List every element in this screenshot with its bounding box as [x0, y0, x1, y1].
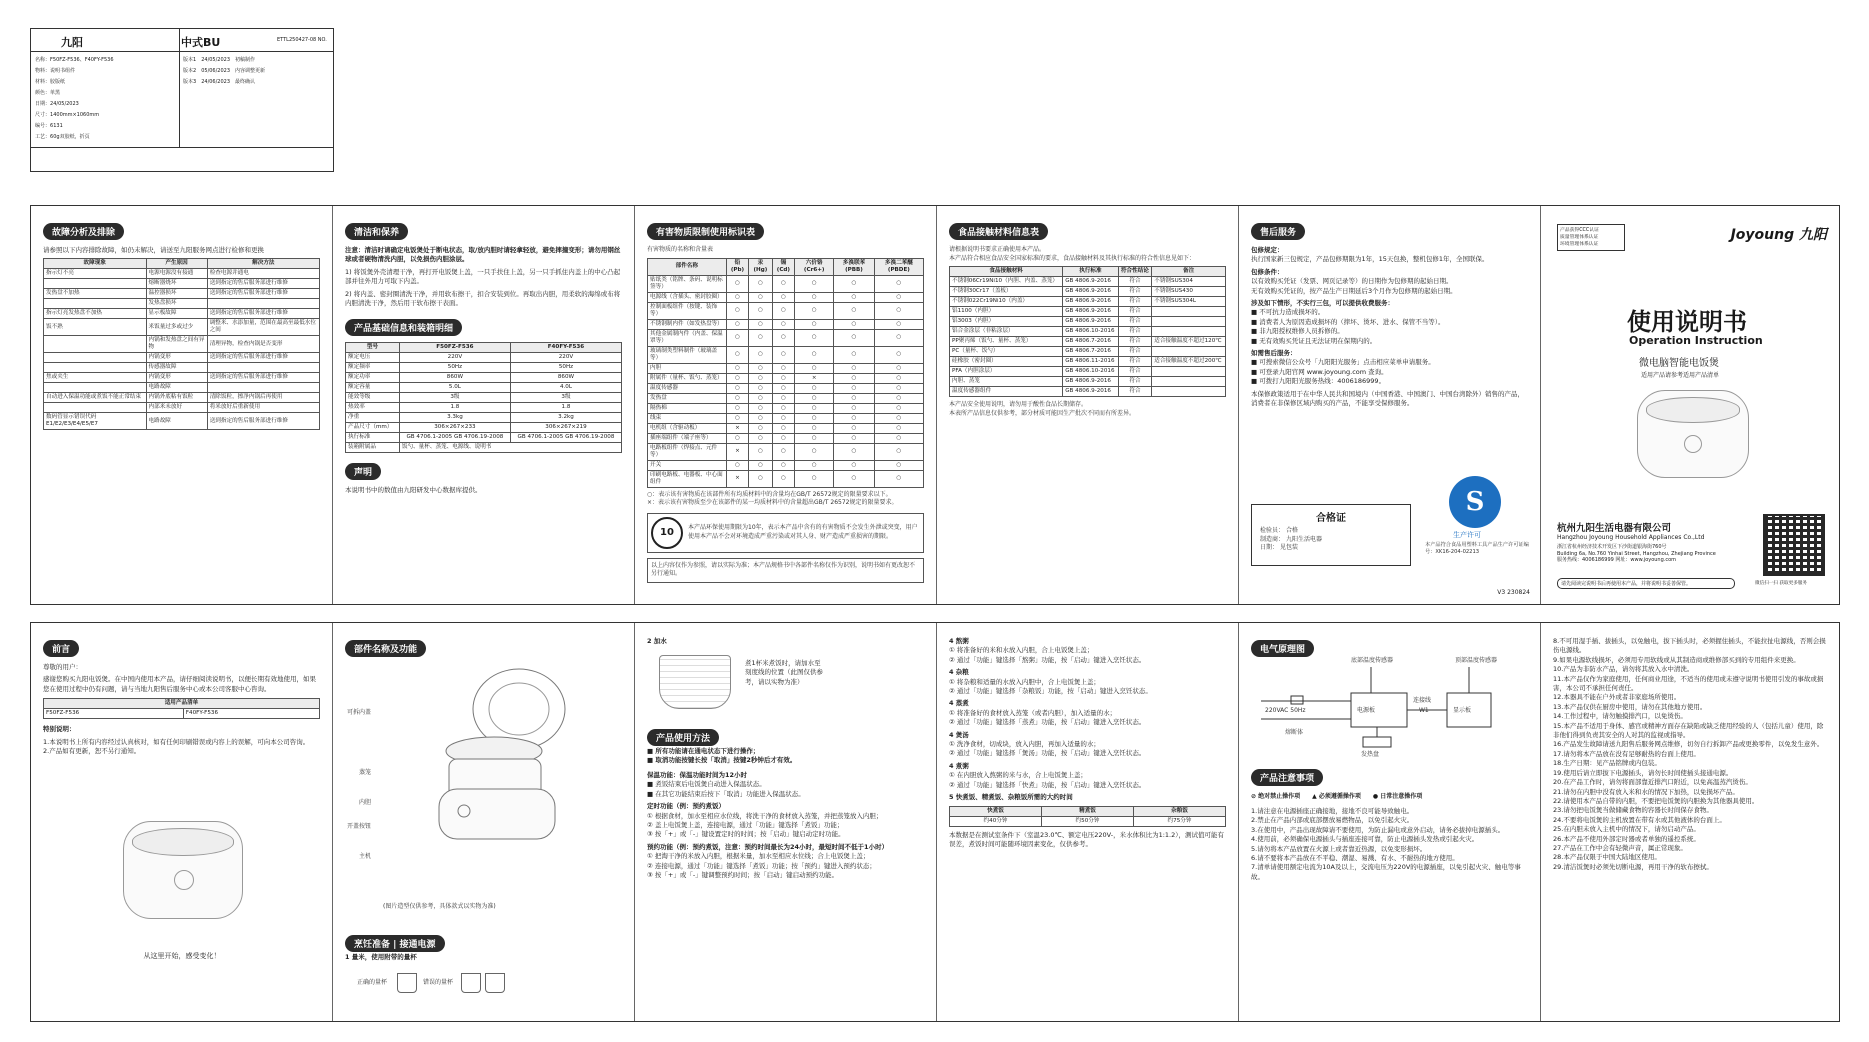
- table-row: 不锈钢06Cr19Ni10（内胆、内盖、蒸笼） GB 4806.9-2016 符合 不锈钢SUS304: [950, 277, 1226, 287]
- table-row: 执行标准 GB 4706.1-2005 GB 4706.19-2008 GB 4706.1-2005 GB 4706.19-2008: [346, 433, 622, 443]
- hazard-panel: [635, 206, 937, 604]
- table-row: 能效等级 3级 3级: [346, 393, 622, 403]
- part-label: 内胆: [359, 799, 372, 806]
- certificate-title: 合格证: [1316, 513, 1346, 524]
- preface-greeting: 尊敬的用户：: [43, 663, 82, 671]
- function-section: 4 蒸煮 ① 将准备好的食材放入蒸笼（或者内胆），加入适量的水； ② 通过「功能」键选择「蒸煮」功能，按「启动」键进入烹饪状态。: [949, 699, 1146, 727]
- after-sales-panel: [1239, 206, 1541, 604]
- part-label: 开盖按钮: [347, 823, 372, 830]
- table-row: 额定电压 220V 220V: [346, 353, 622, 363]
- table-row: 焦或夹生 内锅变形 送到指定的售后服务部进行维修: [44, 373, 320, 383]
- parts-panel: [333, 623, 635, 1021]
- part-label: 可拆内盖: [347, 709, 372, 716]
- product-list-table: 适用产品清单 F50FZ-F536 F40FY-F536: [43, 698, 320, 719]
- usage-op: 保温功能：保温功能时间为12小时 ■ 煮饭结束后电饭煲自动进入保温状态。 ■ 在其它功能结束后按下「取消」功能进入保温状态。: [647, 771, 805, 798]
- troubleshooting-title: 故障分析及排除: [43, 223, 124, 240]
- table-row: 饭不熟 米饭量过多或过少 调整米、水添加量，范围在最高至最低水位之间: [44, 319, 320, 336]
- after-sales-section: 如需售后服务： ■ 可搜索微信公众号「九阳阳光服务」点击相应菜单申请服务。 ■ 可登录九阳官网 www.joyoung.com 查询。 ■ 可拨打九阳阳光服务热线：4006186999。: [1251, 349, 1435, 386]
- table-row: 传感器故障: [44, 363, 320, 373]
- table-row: 发热盘不加热 温控器损坏 送到指定的售后服务部进行维修: [44, 289, 320, 299]
- prep-title: 烹饪准备 | 接通电源: [345, 935, 445, 952]
- table-row: 铝合金涂层（非粘涂层） GB 4806.10-2016 符合: [950, 327, 1226, 337]
- cooker-diagram: [409, 659, 589, 849]
- table-row: 发热盘 ○ ○ ○ ○ ○ ○: [648, 393, 924, 403]
- table-row: 电机组（含驱动板） × ○ ○ ○ ○ ○: [648, 423, 924, 433]
- hazard-notes: ○：表示该有害物质在该部件所有均质材料中的含量均在GB/T 26572规定的限量要求以下。 ×：表示该有害物质至少在该部件的某一均质材料中的含量超出GB/T 26572规定的限量要求。: [647, 490, 898, 507]
- cup-label: 正确的量杯: [357, 979, 388, 986]
- functions-panel: [937, 623, 1239, 1021]
- table-row: 内胆、蒸笼 GB 4806.9-2016 符合: [950, 377, 1226, 387]
- food-contact-title: 食品接触材料信息表: [949, 223, 1048, 240]
- function-section: 4 杂粮 ① 将杂粮和适量的水放入内胆中，合上电饭煲上盖； ② 通过「功能」键选择「杂粮饭」功能，按「启动」键进入烹饪状态。: [949, 668, 1152, 696]
- certificate-field: 制造商： 九阳生活电器: [1260, 535, 1322, 543]
- special-notes: 1.本说明书上所有内容经过认真核对，如有任何印刷错误或内容上的误解，可向本公司咨询。 2.产品如有更新，恕不另行通知。: [43, 737, 310, 756]
- header-row: 物料：说明书组件: [35, 68, 76, 74]
- table-row: 额定频率 50Hz 50Hz: [346, 363, 622, 373]
- circuit-label: 顶部温度传感器: [1455, 657, 1498, 664]
- table-row: 其他金属制内件（内盖、保温罩等） ○ ○ ○ ○ ○ ○: [648, 329, 924, 346]
- hazard-table: 部件名称 铅(Pb) 汞(Hg) 镉(Cd) 六价铬(Cr6+) 多溴联苯(PBB) 多溴二苯醚(PBDE) 贴纸类（铭牌、条码、说明标签等） ○ ○ ○ ○ ○ ○ 电源线（含插头、密封胶圈） ○ ○ ○ ○ ○ ○ 控制面板组件（按键、装饰等） ○ ○ ○ ○ ○ ○ 不锈钢制内件（如发热盘等） ○ ○ ○ ○ ○ ○ 其他金属制内件（内盖、保温罩等） ○ ○ ○ ○ ○ ○ 玻璃制类塑料制件（玻璃盖等） ○ ○ ○ ○ ○ ○ 内胆 ○ ○ ○ ○ ○ ○ 附属件（量杯、饭勺、蒸笼） ○ ○ ○ × ○ ○ 温度传感器 ○ ○ ○ ○ ○ ○ 发热盘 ○ ○ ○ ○ ○ ○ 隔热棉 ○ ○ ○ ○ ○ ○ 线束 ○ ○ ○ ○ ○ ○ 电机组（含驱动板） × ○ ○ ○ ○ ○ 插座端组件（端子座等） ○ ○ ○ ○ ○ ○ 电路板组件（焊接点、元件等） × ○ ○ ○ ○ ○ 开关 ○ ○ ○ ○ ○ ○ 印刷电路板、电器板、中心面组件 × ○ ○ ○ ○ ○: [647, 258, 924, 488]
- header-row: 尺寸：1400mm×1060mm: [35, 112, 100, 118]
- preface-title: 前言: [43, 640, 79, 657]
- usage-ops: [647, 771, 923, 883]
- table-row: 隔热棉 ○ ○ ○ ○ ○ ○: [648, 403, 924, 413]
- qs-mark-text: 本产品符合食品用塑料工具产品生产许可证编号：XK16-204-02213: [1425, 542, 1529, 555]
- food-contact-panel: [937, 206, 1239, 604]
- table-row: 插座端组件（端子座等） ○ ○ ○ ○ ○ ○: [648, 433, 924, 443]
- statement-text: 本说明书中的数值由九阳研发中心数据库提供。: [345, 486, 482, 495]
- table-row: 附属件（量杯、饭勺、蒸笼） ○ ○ ○ × ○ ○: [648, 373, 924, 383]
- cover-panel: [1541, 206, 1841, 604]
- table-row: 内锅变形 送到指定的售后服务部进行维修: [44, 353, 320, 363]
- after-sales-title: 售后服务: [1251, 223, 1305, 240]
- mandatory-icon: ▲ 必须遵循操作项: [1312, 793, 1361, 800]
- cup-icon: [397, 973, 417, 993]
- circuit-label: 电源板: [1357, 707, 1376, 714]
- header-row: 编号：6131: [35, 123, 63, 129]
- more-notices-text: 8.不可用湿手插、拔插头，以免触电，拔下插头时，必须握住插头，不能拉扯电源线，否则会损伤电源线。 9.如果电源软线损坏，必须用专用软线或从其制造商或维修部买到的专用组件来更换。 10.产品为非防水产品，请勿将其放入水中清洗。 11.本产品仅作为家庭使用，任何商业用途，不适当的使用或未遵守说明书使用引发的事故或损害，本公司不承担任何责任。 12.本器具不能在户外或者非家庭场所使用。 13.本产品仅供在厨房中使用，请勿在其他地方使用。 14.工作过程中，请勿触摸排汽口，以免烫伤。 15.本产品不适用于身体、感官或精神方面存在缺陷或缺乏使用经验的人（包括儿童）使用，除非他们得到负责其安全的人对其的监视或指导。 16.产品发生故障请送九阳售后服务网点维修，切勿自行拆卸产品或更换零件，以免发生意外。 17.请勿将本产品放在没有足够耐热的台面上使用。 18.生产日期：见产品铭牌或内包装。 19.使用后请立即拔下电源插头，请勿长时间使插头接通电源。 20.在产品工作时，请勿将面部靠近排汽口附近，以免高温蒸汽烫伤。 21.请勿在内胆中没有放入米和水的情况下加热，以免损坏产品。 22.请使用本产品自带的内胆，不要把电饭煲的内胆换为其他器具使用。 23.请勿把电饭煲当做储藏食物的容器长时间保存食物。 24.不要将电饭煲的主机放置在带有水或其他液体的台面上。 25.在内胆未放入主机中的情况下，请勿启动产品。 26.本产品不使用外部定时器或者单独的遥控系统。 27.产品在工作中会有轻微声音，属正常现象。 28.本产品仅限于中国大陆地区使用。 29.清洁饭煲时必须先切断电源，再用干净的软布擦拭。: [1553, 637, 1826, 871]
- usage-panel: [635, 623, 937, 1021]
- manual-title-en: Operation Instruction: [1629, 334, 1763, 347]
- cleaning-step-1: 1) 将饭煲外壳清理干净，再打开电饭煲上盖，一只手扶住上盖，另一只手抓住内盖上的中心凸起部并往外用力可取下内盖。: [345, 267, 621, 286]
- table-row: 内锅和发热盘之间有异物 清理异物，检查内锅是否变形: [44, 336, 320, 353]
- prep-step-1: 1 量米，使用附带的量杯: [345, 953, 417, 961]
- cleaning-title: 清洁和保养: [345, 223, 408, 240]
- more-notices-panel: [1541, 623, 1841, 1021]
- function-section: 4 熬粥 ① 将准备好的米和水放入内胆，合上电饭煲上盖； ② 通过「功能」键选择「熬粥」功能，按「启动」键进入烹饪状态。: [949, 637, 1146, 664]
- troubleshooting-table: 故障现象 产生原因 解决方法 指示灯不亮 电源电源没有接通 检查电源并通电 熔断器烧坏 送到指定的售后服务部进行维修 发热盘不加热 温控器损坏 送到指定的售后服务部进行维修 发热盘损坏 指示灯亮发热盘不加热 显示板故障 送到指定的售后服务部进行维修 饭不熟 米饭量过多或过少 调整米、水添加量，范围在最高至最低水位之间 内锅和发热盘之间有异物 清理异物，检查内锅是否变形 内锅变形 送到指定的售后服务部进行维修 传感器故障 焦或夹生 内锅变形 送到指定的售后服务部进行维修 电路故障 自动进入保温功能或煮饭不能正常结束 内锅外底粘有饭粒 清除饭粒，擦净内锅后再使用 内部米未放好 将米放好后重新使用 数码管显示错误代码E1/E2/E3/E4/E5/E7 电路故障 送到指定的售后服务部进行维修: [43, 258, 320, 430]
- special-notes-title: 特别说明：: [43, 725, 76, 734]
- cert-badge-box: 产品获得CCC认证 质量管理体系认证 环境管理体系认证: [1557, 224, 1625, 251]
- troubleshooting-intro: 请参照以下内容排除故障，如仍未解决，请送至九阳服务网点进行检修和更换: [43, 246, 264, 254]
- header-version-rows: [183, 55, 329, 88]
- version-row: 版本2 05/06/2023 内容调整更新: [183, 68, 266, 74]
- table-row: 电源线（含插头、密封胶圈） ○ ○ ○ ○ ○ ○: [648, 292, 924, 302]
- table-row: 铝1100（内胆） GB 4806.9-2016 符合: [950, 307, 1226, 317]
- circuit-label: W1: [1419, 707, 1429, 714]
- cleaning-panel: [333, 206, 635, 604]
- troubleshooting-panel: [31, 206, 333, 604]
- header-doc-no: ETTL250427-08 NO.: [277, 37, 327, 43]
- preface-panel: [31, 623, 333, 1021]
- circuit-label: 底部温度传感器: [1351, 657, 1394, 664]
- certificate-field: 检验员： 合格: [1260, 527, 1298, 534]
- table-row: 数码管显示错误代码E1/E2/E3/E4/E5/E7 电路故障 送到指定的售后服务部进行维修: [44, 413, 320, 430]
- usage-op: 定时功能（例：预约煮饭） ① 根据食材，加水至相应水位线，将洗干净的食材放入蒸笼，并把蒸笼放入内胆； ② 盖上电饭煲上盖，连接电源，通过「功能」键选择「煮饭」功能； ③ 按「+」或「-」键设置定时的时间；按「启动」键启动定时功能。: [647, 802, 883, 839]
- qr-code: [1763, 514, 1825, 576]
- manual-title-cn: 使用说明书: [1627, 308, 1747, 336]
- notice-legend: [1251, 791, 1527, 800]
- header-row: 日期：24/05/2023: [35, 101, 79, 107]
- table-row: PC（量杯、饭勺） GB 4806.7-2016 符合: [950, 347, 1226, 357]
- table-row: 不锈钢制内件（如发热盘等） ○ ○ ○ ○ ○ ○: [648, 319, 924, 329]
- hazard-title: 有害物质限制使用标识表: [647, 223, 764, 240]
- product-name: 微电脑智能电饭煲: [1639, 358, 1719, 369]
- table-row: 不锈钢022Cr19Ni10（内盖） GB 4806.9-2016 符合 不锈钢SUS304L: [950, 297, 1226, 307]
- efu-icon: 10: [651, 517, 683, 549]
- header-row: 颜色：单黑: [35, 90, 61, 96]
- cleaning-step-2: 2) 将内盖、密封圈清洗干净，并用软布擦干，扣合安装到位。再取出内胆，用柔软的海绵或布将内胆清洗干净，然后用干软布擦干表面。: [345, 289, 621, 308]
- table-row: 硅橡胶（密封圈） GB 4806.11-2016 符合 适合接触温度不超过200℃: [950, 357, 1226, 367]
- table-row: 热效率 1.8 1.8: [346, 403, 622, 413]
- table-row: 额定功率 860W 860W: [346, 373, 622, 383]
- hazard-subtitle: 有害物质的名称和含量表: [647, 246, 714, 253]
- after-sales-section: 包修条件： 以有效购买凭证（发票、网页记录等）的日期作为包修期的起始日期。 无有效购买凭证的，按产品生产日期延后3个月作为包修期的起始日期。: [1251, 267, 1457, 295]
- prohibited-icon: ⊘ 绝对禁止操作项: [1251, 793, 1301, 800]
- header-unit: 中式BU: [181, 36, 221, 49]
- function-section: 4 煮粥 ① 在内胆放入熬粥的米与水，合上电饭煲上盖； ② 通过「功能」键选择「快煮」功能，按「启动」键进入烹饪状态。: [949, 761, 1146, 789]
- header-brand: 九阳: [61, 36, 83, 49]
- spec-table: 型号 F50FZ-F536 F40FY-F536 额定电压 220V 220V 额定频率 50Hz 50Hz 额定功率 860W 860W 额定容量 5.0L 4.0L 能效等级 3级 3级 热效率 1.8 1.8 净重 3.3kg 3.2kg 产品尺寸（mm） 306×267×233 306×267×219 执行标准 GB 4706.1-2005 GB 4706.19-2008 GB 4706.1-2005 GB 4706.19-2008 装箱附属品 饭勺、量杯、蒸笼、电源线、说明书: [345, 342, 622, 453]
- efu-text: 本产品环保使用期限为10年，表示本产品中含有的有害物质不会发生外泄或突变，用户使用本产品不会对环境造成严重污染或对其人身、财产造成严重损害的期限。: [688, 524, 918, 540]
- joyoung-logo: Joyoung 九阳: [1730, 227, 1827, 243]
- table-row: 指示灯亮发热盘不加热 显示板故障 送到指定的售后服务部进行维修: [44, 309, 320, 319]
- company-name-en: Hangzhou Joyoung Household Appliances Co.,Ltd: [1557, 534, 1705, 541]
- parts-caption: (图片造型仅供参考，具体款式以实物为准): [383, 903, 496, 910]
- table-row: 熔断器烧坏 送到指定的售后服务部进行维修: [44, 279, 320, 289]
- qs-mark-icon: S: [1449, 476, 1501, 528]
- circuit-label: 熔断体: [1285, 729, 1304, 736]
- part-label: 蒸笼: [359, 769, 372, 776]
- water-step-title: 2 加水: [647, 637, 667, 645]
- table-row: 贴纸类（铭牌、条码、说明标签等） ○ ○ ○ ○ ○ ○: [648, 275, 924, 292]
- rice-cooker-image: [123, 821, 243, 919]
- cook-time-table: 快煮饭 精煮饭 杂粮饭 约40分钟 约50分钟 约75分钟: [949, 806, 1226, 827]
- table-row: 内胆 ○ ○ ○ ○ ○ ○: [648, 363, 924, 373]
- header-info-box: [30, 28, 334, 172]
- cup-icon: [461, 973, 481, 993]
- rice-cooker-image: [1637, 390, 1749, 478]
- bottom-sheet: [30, 622, 1840, 1022]
- preface-text: 感谢您购买九阳电饭煲。在中国内使用本产品，请仔细阅读说明书，以便长期有效地使用，如果您在使用过程中仍有问题，请与当地九阳售后服务中心或本公司客服中心咨询。: [43, 675, 316, 693]
- company-address: 浙江省杭州经济技术开发区下沙街道银海街760号 Building 6a, No.760 Yinhai Street, Hangzhou, Zhejiang Province 服务热线：4006186999 网址：www.joyoung.com: [1557, 544, 1716, 564]
- table-row: 线束 ○ ○ ○ ○ ○ ○: [648, 413, 924, 423]
- statement-title: 声明: [345, 463, 381, 480]
- table-row: 自动进入保温功能或煮饭不能正常结束 内锅外底粘有饭粒 清除饭粒，擦净内锅后再使用: [44, 393, 320, 403]
- food-contact-table: 食品接触材料 执行标准 符合性结论 备注 不锈钢06Cr19Ni10（内胆、内盖、蒸笼） GB 4806.9-2016 符合 不锈钢SUS304 不锈钢30Cr17（盖板） GB 4806.9-2016 符合 不锈钢SUS430 不锈钢022Cr19Ni10（内盖） GB 4806.9-2016 符合 不锈钢SUS304L 铝1100（内胆） GB 4806.9-2016 符合 铝3003（内胆） GB 4806.9-2016 符合 铝合金涂层（非粘涂层） GB 4806.10-2016 符合 PP聚丙烯（饭勺、量杯、蒸笼） GB 4806.7-2016 符合 适合接触温度不超过120℃ PC（量杯、饭勺） GB 4806.7-2016 符合 硅橡胶（密封圈） GB 4806.11-2016 符合 适合接触温度不超过200℃ PFA（内胆涂层） GB 4806.10-2016 符合 内胆、蒸笼 GB 4806.9-2016 符合 温度传感器组件 GB 4806.9-2016 符合: [949, 266, 1226, 397]
- table-row: 开关 ○ ○ ○ ○ ○ ○: [648, 460, 924, 470]
- table-row: 电路故障: [44, 383, 320, 393]
- circuit-label: 显示板: [1453, 707, 1472, 714]
- preface-caption: 从这里开始，感受变化！: [143, 952, 221, 960]
- circuit-label: 220VAC 50Hz: [1265, 707, 1306, 714]
- version-row: 版本1 24/05/2023 初稿制作: [183, 57, 256, 63]
- header-spec-rows: [35, 55, 175, 143]
- circuit-label: 连接线: [1413, 697, 1432, 704]
- function-section: 4 煲汤 ① 洗净食材，切成块，放入内胆，再加入适量的水； ② 通过「功能」键选择「煲汤」功能，按「启动」键进入烹饪状态。: [949, 730, 1146, 758]
- usage-title: 产品使用方法: [647, 729, 719, 746]
- food-contact-footer: 本产品安全使用说明，请勿用于酸性食品长期储存。 本表所产品信息仅供参考，部分材质可能因生产批次不同而有所差异。: [949, 401, 1136, 417]
- table-row: 电路板组件（焊接点、元件等） × ○ ○ ○ ○ ○: [648, 443, 924, 460]
- table-row: 发热盘损坏: [44, 299, 320, 309]
- company-name-cn: 杭州九阳生活电器有限公司: [1557, 523, 1672, 534]
- cook-time-note: 本数据是在测试室条件下（室温23.0℃、额定电压220V-，米水体积比为1:1.2），测试值可能有误差，煮饭时间可能随环境因素变化，仅供参考。: [949, 830, 1225, 848]
- after-sales-section: 涉及如下情形，不实行三包，可以提供收费服务： ■ 不可抗力造成损坏的。 ■ 消费者人为原因造成损坏的（摔坏、烫坏、进水、保管不当等）。 ■ 非九阳授权维修人员拆修的。 ■ 无有效购买凭证且无法证明在保期内的。: [1251, 299, 1445, 345]
- hazard-footer: 以上内容仅作为参照，请以实际为准；本产品规格书中各部件名称仅作为识别，说明书如有更改恕不另行通知。: [647, 558, 924, 583]
- notice-text: 1.请注意在电源插座正确接地，接地不良可能导致触电。 2.禁止在产品内部或底部摆放易燃物品，以免引起火灾。 3.在使用中，产品出现故障请不要使用，为防止漏电或意外启动，请务必拔掉电源插头。 4.使用前，必须确保电源插头与插座连接可靠，防止电源插头发热或引起火灾。 5.请勿将本产品放置在火源上或者靠近热源，以免变形损坏。 6.请不要将本产品放在不平稳、潮湿、易溅、有水、不耐热的地方使用。 7.清单请使用额定电流为10A及以上，交流电压为220V的电源插座，以免引起火灾、触电等事故。: [1251, 807, 1521, 881]
- cup-label: 错误的量杯: [423, 979, 454, 986]
- certificate-box: [1251, 504, 1411, 566]
- table-row: 约40分钟 约50分钟 约75分钟: [950, 816, 1226, 826]
- cover-footnote: 请先阅读完说明书后再使用本产品，并将说明书妥善保管。: [1557, 578, 1735, 589]
- water-note: 煮1杯米煮饭时，请加水至刻度线的位置（此图仅供参考，请以实物为准）: [745, 659, 823, 686]
- cleaning-warning: 注意：清洁时请确定电饭煲处于断电状态，取/放内胆时请轻拿轻放，避免摔撞变形；请勿用钢丝球或者硬物清洗内胆，以免损伤内胆涂层。: [345, 246, 621, 264]
- product-models: 适用产品请参考适用产品清单: [1641, 372, 1720, 379]
- table-row: F50FZ-F536 F40FY-F536: [44, 709, 320, 719]
- table-row: 产品尺寸（mm） 306×267×233 306×267×219: [346, 423, 622, 433]
- after-sales-section: 包修规定： 执行国家新三包规定，产品包修期限为1年，15天包换，整机包修1年，全国联保。: [1251, 246, 1489, 264]
- header-row: 材料：胶版纸: [35, 79, 66, 85]
- spec-title: 产品基础信息和装箱明细: [345, 319, 462, 336]
- table-row: 内部米未放好 将米放好后重新使用: [44, 403, 320, 413]
- table-row: 装箱附属品 饭勺、量杯、蒸笼、电源线、说明书: [346, 443, 622, 453]
- after-sales-note: 本保修政策适用于在中华人民共和国境内（中国香港、中国澳门、中国台湾除外）销售的产品，消费者在非保修区域内购买的产品，不能享受保修服务。: [1251, 389, 1524, 408]
- table-row: 不锈钢30Cr17（盖板） GB 4806.9-2016 符合 不锈钢SUS430: [950, 287, 1226, 297]
- certificate-field: 日期： 见包装: [1260, 544, 1298, 552]
- version-code: V3 230824: [1497, 589, 1530, 596]
- header-row: 工艺：60g双胶纸，折页: [35, 134, 90, 140]
- time-table-title: 5 快煮饭、精煮饭、杂粮饭所需的大约时间: [949, 793, 1073, 802]
- table-row: 净重 3.3kg 3.2kg: [346, 413, 622, 423]
- table-row: 额定容量 5.0L 4.0L: [346, 383, 622, 393]
- table-row: 温度传感器组件 GB 4806.9-2016 符合: [950, 387, 1226, 397]
- qr-label: 微信扫一扫 获取更多服务: [1755, 581, 1807, 586]
- circuit-label: 发热盘: [1361, 751, 1380, 758]
- parts-title: 部件名称及功能: [345, 640, 426, 657]
- circuit-title: 电气原理图: [1251, 640, 1314, 657]
- version-row: 版本3 24/06/2023 最终确认: [183, 79, 256, 85]
- table-row: 铝3003（内胆） GB 4806.9-2016 符合: [950, 317, 1226, 327]
- circuit-panel: [1239, 623, 1541, 1021]
- table-row: 玻璃制类塑料制件（玻璃盖等） ○ ○ ○ ○ ○ ○: [648, 346, 924, 363]
- usage-op: 预约功能（例：预约煮饭，注意：预约时间最长为24小时，最短时间不低于1小时） ① 把淘干净的米放入内胆，根据米量，加水至相应水位线；合上电饭煲上盖； ② 连接电源，通过「功能」键选择「煮饭」功能；按「预约」键进入预约状态； ③ 按「+」或「-」键调整预约时间；按「启动」键启动预约功能。: [647, 842, 889, 880]
- table-row: PFA（内胆涂层） GB 4806.10-2016 符合: [950, 367, 1226, 377]
- cup-icon: [485, 973, 505, 993]
- table-row: 印刷电路板、电器板、中心面组件 × ○ ○ ○ ○ ○: [648, 470, 924, 487]
- inner-pot-image: [659, 655, 731, 709]
- usage-warning: ■ 所有功能请在通电状态下进行操作； ■ 取消功能按键长按「取消」按键2秒钟后才有效。: [647, 747, 797, 765]
- table-row: 指示灯不亮 电源电源没有接通 检查电源并通电: [44, 269, 320, 279]
- top-sheet: [30, 205, 1840, 605]
- qs-mark-label: 生产许可: [1453, 531, 1481, 539]
- part-label: 主机: [359, 853, 372, 860]
- table-row: 控制面板组件（按键、装饰等） ○ ○ ○ ○ ○ ○: [648, 302, 924, 319]
- table-row: 温度传感器 ○ ○ ○ ○ ○ ○: [648, 383, 924, 393]
- caution-icon: ● 日常注意操作项: [1372, 793, 1423, 800]
- notice-title: 产品注意事项: [1251, 769, 1323, 786]
- food-contact-intro: 请根据说明书要求正确使用本产品。 本产品符合相应食品安全国家标准的要求，食品接触材料及其执行标准的符合性信息见如下：: [949, 246, 1196, 262]
- header-row: 名称：F50FZ-F536、F40FY-F536: [35, 57, 114, 63]
- table-row: PP聚丙烯（饭勺、量杯、蒸笼） GB 4806.7-2016 符合 适合接触温度不超过120℃: [950, 337, 1226, 347]
